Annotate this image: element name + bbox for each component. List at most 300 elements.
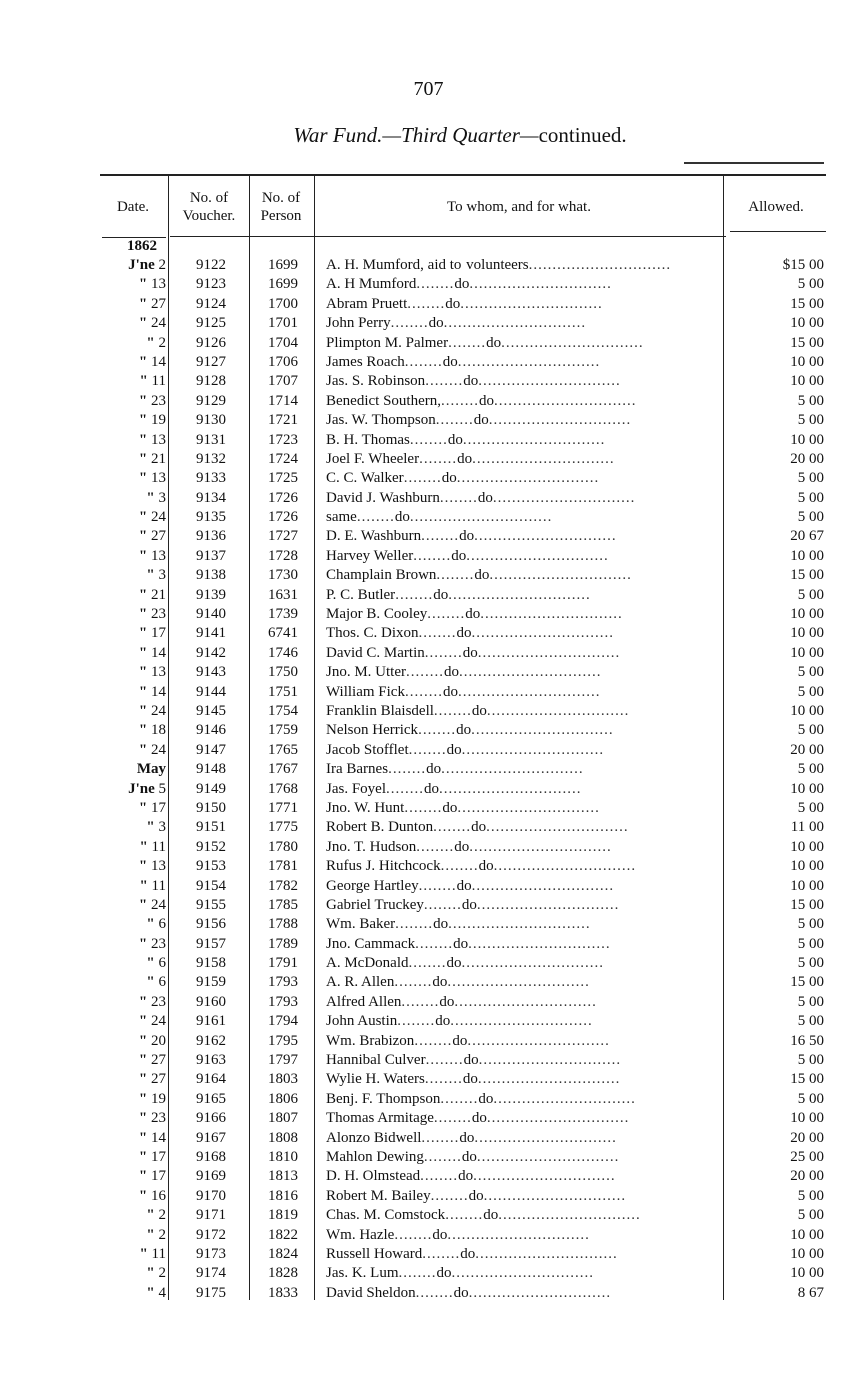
- table-row: [0, 256, 857, 275]
- row-person: 1739: [268, 606, 298, 623]
- leader-dots: ..............................: [468, 935, 611, 952]
- row-name: Hannibal Culver: [326, 1052, 426, 1069]
- leader-dots: ..............................: [498, 1207, 641, 1224]
- row-purpose: do: [459, 1129, 475, 1146]
- row-month: ": [138, 431, 148, 448]
- row-name: A. H. Mumford, aid to: [326, 257, 462, 273]
- leader-dots: ........: [439, 489, 478, 506]
- row-amount: 10 00: [790, 315, 824, 332]
- row-purpose: do: [432, 1226, 448, 1243]
- leader-dots: ........: [436, 567, 475, 584]
- table-row: [0, 741, 857, 760]
- table-row: [0, 295, 857, 314]
- table-row: [0, 1090, 857, 1109]
- row-voucher: 9145: [196, 702, 226, 719]
- row-month: ": [138, 276, 148, 293]
- row-voucher: 9159: [196, 974, 226, 991]
- row-voucher: 9138: [196, 567, 226, 584]
- row-person: 1767: [268, 761, 298, 778]
- ledger-table: [0, 256, 857, 1303]
- row-date: [100, 489, 166, 508]
- row-day: 4: [158, 1284, 166, 1301]
- row-date: [100, 915, 166, 934]
- leader-dots: ........: [440, 392, 479, 409]
- row-amount: 10 00: [790, 606, 824, 623]
- row-voucher: 9153: [196, 858, 226, 875]
- row-voucher: 9161: [196, 1013, 226, 1030]
- row-payee: [326, 1206, 722, 1225]
- row-payee: [326, 838, 722, 857]
- row-amount: 15 00: [790, 974, 824, 991]
- row-voucher: 9129: [196, 392, 226, 409]
- row-amount: 5 00: [797, 761, 824, 778]
- row-day: 23: [151, 993, 166, 1010]
- row-amount: 10 00: [790, 644, 824, 661]
- row-purpose: do: [456, 625, 472, 642]
- leader-dots: ........: [418, 722, 457, 739]
- row-purpose: do: [433, 586, 449, 603]
- leader-dots: ..............................: [493, 1090, 636, 1107]
- row-month: ": [138, 1187, 148, 1204]
- row-name: Gabriel Truckey: [326, 896, 424, 913]
- row-month: ": [138, 644, 148, 661]
- row-voucher: 9169: [196, 1168, 226, 1185]
- row-payee: [326, 1187, 722, 1206]
- row-name: Wylie H. Waters: [326, 1071, 425, 1088]
- leader-dots: ..............................: [460, 295, 603, 312]
- row-purpose: do: [471, 1110, 487, 1127]
- row-person: 1699: [268, 257, 298, 273]
- row-date: [100, 1284, 166, 1303]
- row-name: Benj. F. Thompson: [326, 1090, 441, 1107]
- table-top-rule: [100, 174, 826, 176]
- row-amount: 10 00: [790, 858, 824, 875]
- row-amount: 5 00: [797, 683, 824, 700]
- row-voucher: 9170: [196, 1187, 226, 1204]
- leader-dots: ..............................: [492, 489, 636, 506]
- table-row: [0, 450, 857, 469]
- row-payee: [326, 1284, 722, 1303]
- row-date: [100, 275, 166, 294]
- row-date: [100, 1129, 166, 1148]
- row-name: George Hartley: [326, 877, 419, 894]
- row-amount: 5 00: [797, 1090, 824, 1107]
- row-voucher: 9136: [196, 528, 226, 545]
- leader-dots: ........: [397, 1013, 436, 1030]
- row-name: James Roach: [326, 353, 405, 370]
- row-voucher: 9173: [196, 1245, 226, 1262]
- row-amount: 5 00: [797, 1052, 824, 1069]
- leader-dots: ..............................: [466, 547, 609, 564]
- row-payee: [326, 353, 722, 372]
- row-amount: $15 00: [782, 257, 824, 273]
- row-purpose: do: [433, 916, 449, 933]
- table-row: [0, 1167, 857, 1186]
- leader-dots: ........: [423, 1148, 462, 1165]
- row-payee: [326, 1167, 722, 1186]
- row-name: Rufus J. Hitchcock: [326, 858, 441, 875]
- row-day: 24: [151, 741, 166, 758]
- table-row: [0, 392, 857, 411]
- row-voucher: 9128: [196, 373, 226, 390]
- row-month: ": [146, 955, 155, 972]
- row-month: ": [138, 993, 148, 1010]
- row-payee: [326, 295, 722, 314]
- row-amount: 10 00: [790, 625, 824, 642]
- row-month: ": [138, 450, 148, 467]
- row-person: 1727: [268, 528, 298, 545]
- row-date: [100, 760, 166, 779]
- leader-dots: ..............................: [447, 1226, 590, 1243]
- table-row: [0, 372, 857, 391]
- row-person: 1771: [268, 799, 298, 816]
- row-date: [100, 896, 166, 915]
- row-name: Thos. C. Dixon: [326, 625, 419, 642]
- leader-dots: ........: [418, 877, 457, 894]
- row-voucher: 9126: [196, 334, 226, 351]
- row-payee: [326, 450, 722, 469]
- row-voucher: 9134: [196, 489, 226, 506]
- row-amount: 5 00: [797, 1207, 824, 1224]
- leader-dots: ........: [430, 1187, 469, 1204]
- row-purpose: do: [471, 702, 487, 719]
- row-month: ": [138, 606, 148, 623]
- row-day: 23: [151, 606, 166, 623]
- row-voucher: 9152: [196, 838, 226, 855]
- row-month: ": [138, 1032, 148, 1049]
- row-day: 2: [158, 1226, 166, 1243]
- row-purpose: do: [473, 412, 489, 429]
- row-voucher: 9131: [196, 431, 226, 448]
- row-day: 23: [151, 392, 166, 409]
- row-amount: 15 00: [790, 334, 824, 351]
- row-day: 13: [151, 858, 166, 875]
- table-row: [0, 954, 857, 973]
- leader-dots: ........: [404, 353, 443, 370]
- leader-dots: ........: [440, 1090, 479, 1107]
- row-date: [100, 838, 166, 857]
- leader-dots: ........: [423, 896, 462, 913]
- leader-dots: ..............................: [441, 761, 584, 778]
- row-month: ": [138, 315, 148, 332]
- row-purpose: do: [446, 741, 462, 758]
- row-month: ": [138, 586, 148, 603]
- row-voucher: 9142: [196, 644, 226, 661]
- row-name: Jas. S. Robinson: [326, 373, 426, 390]
- leader-dots: ..............................: [454, 993, 597, 1010]
- row-month: ": [146, 489, 155, 506]
- table-row: [0, 624, 857, 643]
- row-amount: 11 00: [790, 819, 824, 836]
- leader-dots: ..............................: [450, 1013, 593, 1030]
- row-purpose: do: [445, 295, 461, 312]
- row-month: ": [138, 1148, 148, 1165]
- leader-dots: ..............................: [477, 1071, 621, 1088]
- row-voucher: 9123: [196, 276, 226, 293]
- row-payee: [326, 857, 722, 876]
- row-amount: 5 00: [797, 392, 824, 409]
- row-voucher: 9163: [196, 1052, 226, 1069]
- row-voucher: 9122: [196, 257, 226, 273]
- row-person: 1816: [268, 1187, 298, 1204]
- table-row: [0, 275, 857, 294]
- row-person: 1730: [268, 567, 298, 584]
- table-row: [0, 935, 857, 954]
- row-person: 1795: [268, 1032, 298, 1049]
- row-month: ": [138, 664, 148, 681]
- row-month: ": [138, 741, 148, 758]
- row-payee: [326, 508, 722, 527]
- row-name: A. R. Allen: [326, 974, 395, 991]
- row-amount: 5 00: [797, 993, 824, 1010]
- row-day: 14: [151, 644, 166, 661]
- table-row: [0, 780, 857, 799]
- row-voucher: 9127: [196, 353, 226, 370]
- row-name: P. C. Butler: [326, 586, 396, 603]
- row-payee: [326, 760, 722, 779]
- row-person: 1704: [268, 334, 298, 351]
- row-person: 1794: [268, 1013, 298, 1030]
- row-amount: 10 00: [790, 702, 824, 719]
- leader-dots: ........: [427, 606, 466, 623]
- leader-dots: ........: [419, 450, 458, 467]
- row-payee: [326, 683, 722, 702]
- row-date: [100, 256, 166, 275]
- row-purpose: do: [424, 780, 439, 797]
- row-name: John Austin: [326, 1013, 398, 1030]
- leader-dots: ..............................: [476, 896, 620, 913]
- row-voucher: 9124: [196, 295, 226, 312]
- row-date: [100, 1051, 166, 1070]
- leader-dots: ..............................: [477, 644, 621, 661]
- row-purpose: do: [478, 392, 494, 409]
- row-person: 1701: [268, 315, 298, 332]
- row-name: Jno. Cammack: [326, 935, 416, 952]
- row-date: [100, 702, 166, 721]
- row-voucher: 9168: [196, 1148, 226, 1165]
- row-amount: 10 00: [790, 1245, 824, 1262]
- row-month: ": [146, 1226, 155, 1243]
- leader-dots: ..............................: [493, 392, 637, 409]
- row-purpose: do: [478, 1090, 494, 1107]
- row-month: ": [139, 373, 148, 390]
- row-name: A. H Mumford: [326, 276, 417, 293]
- table-row: [0, 431, 857, 450]
- row-purpose: do: [471, 819, 487, 836]
- row-day: 5: [158, 780, 166, 797]
- leader-dots: ..............................: [469, 838, 612, 855]
- row-date: [100, 624, 166, 643]
- row-amount: 20 67: [790, 528, 824, 545]
- row-person: 1797: [268, 1052, 298, 1069]
- row-voucher: 9174: [196, 1265, 226, 1282]
- table-row: [0, 818, 857, 837]
- row-person: 1707: [268, 373, 298, 390]
- row-payee: [326, 1245, 722, 1264]
- leader-dots: ........: [445, 1207, 484, 1224]
- row-person: 1721: [268, 412, 298, 429]
- row-person: 1714: [268, 392, 298, 409]
- leader-dots: ........: [390, 315, 429, 332]
- row-purpose: do: [461, 896, 477, 913]
- row-payee: [326, 256, 722, 275]
- row-day: 17: [151, 1148, 166, 1165]
- row-month: ": [138, 295, 148, 312]
- leader-dots: ........: [401, 993, 440, 1010]
- leader-dots: ........: [433, 1110, 472, 1127]
- table-row: [0, 586, 857, 605]
- row-day: 3: [158, 819, 166, 836]
- row-month: ": [138, 799, 148, 816]
- row-person: 1780: [268, 838, 298, 855]
- row-month: ": [138, 1071, 148, 1088]
- leader-dots: ........: [398, 1265, 437, 1282]
- leader-dots: ..............................: [467, 1032, 610, 1049]
- leader-dots: ..............................: [447, 974, 590, 991]
- row-payee: [326, 314, 722, 333]
- row-month: ": [146, 1207, 155, 1224]
- row-voucher: 9156: [196, 916, 226, 933]
- row-name: David C. Martin: [326, 644, 425, 661]
- row-voucher: 9125: [196, 315, 226, 332]
- row-purpose: do: [435, 1013, 451, 1030]
- leader-dots: ........: [416, 276, 455, 293]
- row-date: [100, 605, 166, 624]
- row-voucher: 9171: [196, 1207, 226, 1224]
- row-payee: [326, 818, 722, 837]
- leader-dots: ..............................: [528, 257, 672, 273]
- row-purpose: do: [483, 1207, 499, 1224]
- row-name: Jno. W. Hunt: [326, 799, 405, 816]
- leader-dots: ..............................: [462, 431, 606, 448]
- row-person: 1726: [268, 509, 298, 526]
- leader-dots: ..............................: [478, 1052, 622, 1069]
- leader-dots: ........: [407, 295, 446, 312]
- row-person: 1699: [268, 276, 298, 293]
- row-date: [100, 721, 166, 740]
- row-day: 6: [158, 955, 166, 972]
- table-row: [0, 1070, 857, 1089]
- row-purpose: do: [441, 470, 457, 487]
- row-payee: [326, 1070, 722, 1089]
- row-name: Champlain Brown: [326, 567, 437, 584]
- row-date: [100, 644, 166, 663]
- row-purpose: do: [446, 955, 462, 972]
- row-date: [100, 508, 166, 527]
- leader-dots: ........: [425, 373, 464, 390]
- leader-dots: ..............................: [443, 315, 587, 332]
- leader-dots: ........: [433, 819, 472, 836]
- row-person: 1810: [268, 1148, 298, 1165]
- row-date: [100, 741, 166, 760]
- row-purpose: do: [453, 1284, 469, 1301]
- row-day: 17: [151, 625, 166, 642]
- row-amount: 20 00: [790, 1168, 824, 1185]
- row-name: John Perry: [326, 315, 391, 332]
- row-amount: 10 00: [790, 373, 824, 390]
- row-person: 1819: [268, 1207, 298, 1224]
- table-row: [0, 566, 857, 585]
- row-payee: [326, 605, 722, 624]
- row-payee: [326, 973, 722, 992]
- row-date: [100, 450, 166, 469]
- table-row: [0, 799, 857, 818]
- row-month: ": [138, 1168, 148, 1185]
- row-day: 20: [151, 1032, 166, 1049]
- row-payee: [326, 1032, 722, 1051]
- row-person: 6741: [268, 625, 298, 642]
- row-name: B. H. Thomas: [326, 431, 410, 448]
- leader-dots: ..............................: [468, 1284, 612, 1301]
- row-day: 2: [158, 257, 166, 273]
- row-voucher: 9164: [196, 1071, 226, 1088]
- row-day: 14: [151, 353, 166, 370]
- row-amount: 10 00: [790, 547, 824, 564]
- leader-dots: ..............................: [448, 586, 591, 603]
- row-month: ": [138, 412, 148, 429]
- row-date: [100, 1245, 166, 1264]
- leader-dots: ..............................: [488, 412, 632, 429]
- row-purpose: do: [463, 1052, 479, 1069]
- row-voucher: 9132: [196, 450, 226, 467]
- row-payee: [326, 527, 722, 546]
- table-row: [0, 915, 857, 934]
- row-day: 19: [151, 412, 166, 429]
- row-name: Wm. Hazle: [326, 1226, 395, 1243]
- row-voucher: 9172: [196, 1226, 226, 1243]
- row-day: 27: [151, 1052, 166, 1069]
- leader-dots: ........: [421, 1129, 460, 1146]
- table-row: [0, 644, 857, 663]
- row-amount: 5 00: [797, 1013, 824, 1030]
- row-purpose: do: [452, 1032, 468, 1049]
- row-name: Jno. T. Hudson: [326, 838, 417, 855]
- row-amount: 5 00: [797, 916, 824, 933]
- row-purpose: do: [460, 1245, 476, 1262]
- row-name: Jas. K. Lum: [326, 1265, 399, 1282]
- leader-dots: ........: [394, 1226, 433, 1243]
- row-name: Harvey Weller: [326, 547, 414, 564]
- row-payee: [326, 896, 722, 915]
- row-day: 6: [158, 916, 166, 933]
- leader-dots: ..............................: [474, 528, 617, 545]
- row-purpose: do: [453, 935, 469, 952]
- row-payee: [326, 489, 722, 508]
- row-payee: [326, 780, 722, 799]
- table-row: [0, 721, 857, 740]
- row-date: [100, 295, 166, 314]
- row-amount: 15 00: [790, 896, 824, 913]
- row-day: 2: [158, 334, 166, 351]
- row-day: 13: [151, 470, 166, 487]
- row-person: 1813: [268, 1168, 298, 1185]
- row-voucher: 9167: [196, 1129, 226, 1146]
- leader-dots: ........: [409, 431, 448, 448]
- row-month: ": [146, 916, 155, 933]
- row-amount: 16 50: [790, 1032, 824, 1049]
- row-name: Franklin Blaisdell: [326, 702, 434, 719]
- row-name: Major B. Cooley: [326, 606, 428, 623]
- row-purpose: do: [456, 877, 472, 894]
- row-name: A. McDonald: [326, 955, 409, 972]
- row-amount: 15 00: [790, 295, 824, 312]
- title-rule: [684, 162, 824, 164]
- row-purpose: do: [432, 974, 448, 991]
- row-payee: [326, 1226, 722, 1245]
- table-row: [0, 702, 857, 721]
- table-row: [0, 993, 857, 1012]
- row-purpose: do: [486, 334, 502, 351]
